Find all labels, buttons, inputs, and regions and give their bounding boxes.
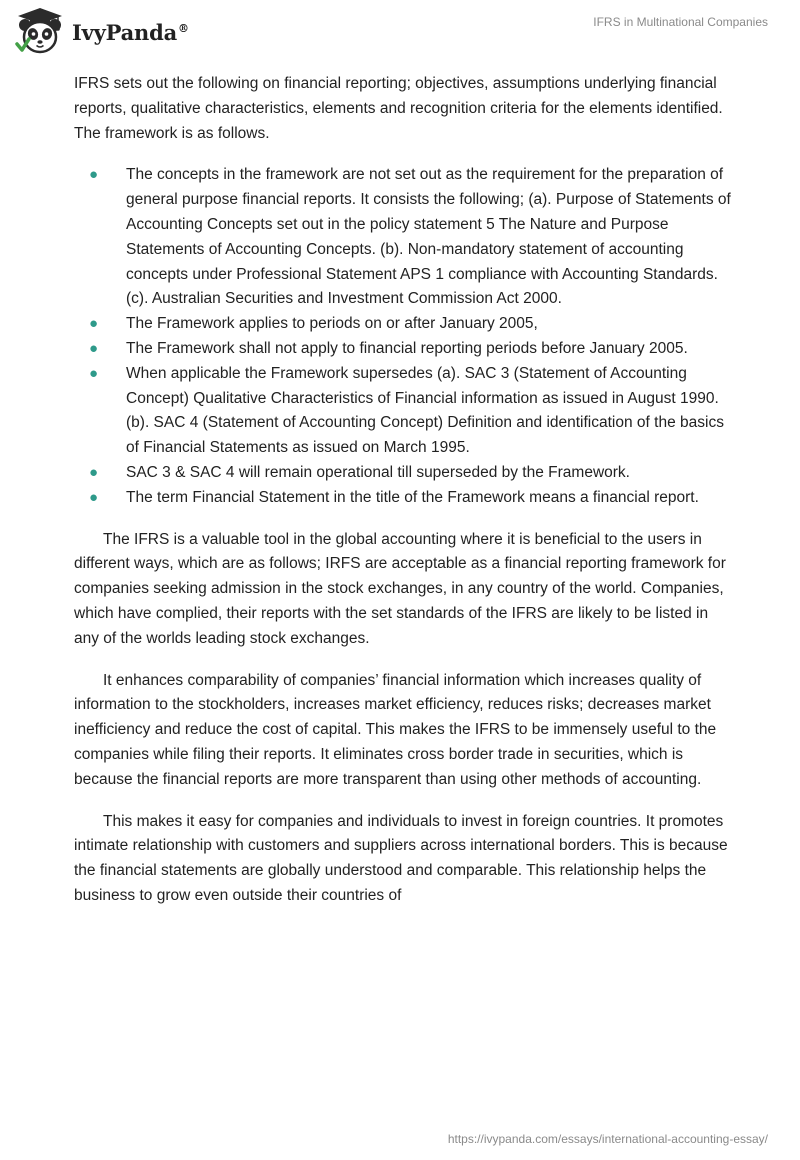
body-paragraph: The IFRS is a valuable tool in the global accounting where it is beneficial to the users in different ways, which are as follows; IRFS are acceptable as a financial reporting framework for companies seeking admission in the stock exchanges, in any country of the world. Companies, which have complied, their reports with the set standards of the IFRS are likely to be listed in any of the worlds leading stock exchanges.	[74, 530, 726, 647]
list-item	[74, 312, 734, 337]
list-item-text: The term Financial Statement in the title of the Framework means a financial report.	[126, 488, 699, 506]
framework-list	[74, 163, 734, 510]
list-item-text: SAC 3 & SAC 4 will remain operational till superseded by the Framework.	[126, 463, 630, 481]
essay-body	[74, 72, 734, 926]
list-item-text: The concepts in the framework are not set out as the requirement for the preparation of general purpose financial reports. It consists the following; (a). Purpose of Statements of Accounting Concepts set out in the policy statement 5 The Nature and Purpose Statements of Accounting Concepts. (b). Non-mandatory statement of accounting concepts under Professional Statement APS 1 compliance with Accounting Standards. (c). Australian Securities and Investment Commission Act 2000.	[126, 166, 731, 308]
list-item-text: The Framework shall not apply to financial reporting periods before January 2005.	[126, 339, 688, 357]
bullet-icon: ●	[89, 315, 99, 333]
document-title: IFRS in Multinational Companies	[593, 15, 768, 29]
list-item	[74, 163, 734, 312]
body-paragraph: This makes it easy for companies and individuals to invest in foreign countries. It promotes intimate relationship with customers and suppliers across international borders. This is because the financial statements are globally understood and comparable. This relationship helps the business to grow even outside their countries of	[74, 812, 728, 904]
page-header	[0, 0, 800, 60]
bullet-icon: ●	[89, 488, 99, 506]
bullet-icon: ●	[89, 463, 99, 481]
list-item	[74, 486, 734, 511]
brand-logo[interactable]	[14, 6, 189, 56]
panda-graduate-icon	[14, 6, 66, 56]
brand-name: IvyPanda®	[72, 19, 189, 45]
list-item-text: The Framework applies to periods on or after January 2005,	[126, 315, 538, 333]
body-paragraph: It enhances comparability of companies’ financial information which increases quality of information to the stockholders, increases market efficiency, reduces risks; decreases market inefficiency and reduce the cost of capital. This makes the IFRS to be immensely useful to the companies while filing their reports. It eliminates cross border trade in securities, which is because the financial reports are more transparent than using other methods of accounting.	[74, 671, 717, 788]
list-item-text: When applicable the Framework supersedes (a). SAC 3 (Statement of Accounting Concept) Qualitative Characteristics of Financial information as issued in August 1990. (b). SAC 4 (Statement of Accounting Concept) Definition and identification of the basics of Financial Statements as issued on March 1995.	[126, 364, 724, 457]
intro-paragraph: IFRS sets out the following on financial reporting; objectives, assumptions underlying financial reports, qualitative characteristics, elements and recognition criteria for the elements identified. The framework is as follows.	[74, 75, 723, 142]
list-item	[74, 461, 734, 486]
source-url-link[interactable]: https://ivypanda.com/essays/international-accounting-essay/	[447, 1132, 768, 1146]
bullet-icon: ●	[89, 339, 99, 357]
bullet-icon: ●	[89, 166, 99, 184]
list-item	[74, 337, 734, 362]
registered-mark: ®	[178, 21, 189, 35]
list-item	[74, 362, 734, 461]
bullet-icon: ●	[89, 364, 99, 382]
